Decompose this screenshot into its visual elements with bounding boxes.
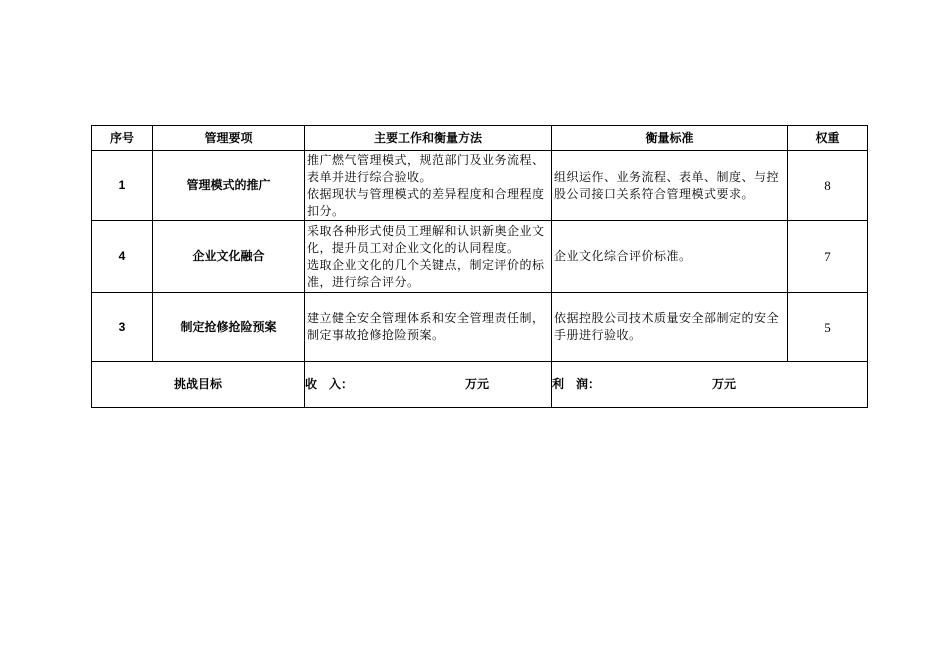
profit-unit: 万元: [712, 377, 737, 391]
row-item: 企业文化融合: [153, 221, 305, 293]
row-standard: 企业文化综合评价标准。: [552, 221, 788, 293]
goal-label: 挑战目标: [92, 362, 305, 408]
income-cell: [305, 362, 552, 408]
row-method: [305, 151, 552, 221]
row-weight: 5: [788, 293, 868, 362]
row-weight: 8: [788, 151, 868, 221]
row-standard: 组织运作、业务流程、表单、制度、与控股公司接口关系符合管理模式要求。: [552, 151, 788, 221]
table-row: [92, 293, 868, 362]
assessment-table: [91, 125, 868, 408]
income-unit: 万元: [465, 377, 490, 391]
method-line: 建立健全安全管理体系和安全管理责任制，制定事故抢修抢险预案。: [307, 311, 545, 342]
header-row: [92, 126, 868, 151]
profit-cell: [552, 362, 868, 408]
row-standard: 依据控股公司技术质量安全部制定的安全手册进行验收。: [552, 293, 788, 362]
row-item: 管理模式的推广: [153, 151, 305, 221]
row-seq: 1: [92, 151, 153, 221]
header-seq: 序号: [92, 126, 153, 151]
method-line: 选取企业文化的几个关键点，制定评价的标准，进行综合评分。: [307, 257, 545, 289]
header-method: 主要工作和衡量方法: [305, 126, 552, 151]
method-line: 依据现状与管理模式的差异程度和合理程度扣分。: [307, 186, 545, 218]
row-method: [305, 293, 552, 362]
row-item: 制定抢修抢险预案: [153, 293, 305, 362]
goal-row: [92, 362, 868, 408]
table-row: [92, 151, 868, 221]
header-standard: 衡量标准: [552, 126, 788, 151]
row-weight: 7: [788, 221, 868, 293]
header-item: 管理要项: [153, 126, 305, 151]
row-method: [305, 221, 552, 293]
table-row: [92, 221, 868, 293]
header-weight: 权重: [788, 126, 868, 151]
row-seq: 4: [92, 221, 153, 293]
income-label: 收 入：: [305, 377, 354, 391]
row-seq: 3: [92, 293, 153, 362]
profit-label: 利 润：: [552, 377, 601, 391]
method-line: 采取各种形式使员工理解和认识新奥企业文化，提升员工对企业文化的认同程度。: [307, 223, 545, 255]
method-line: 推广燃气管理模式，规范部门及业务流程、表单并进行综合验收。: [307, 152, 545, 184]
